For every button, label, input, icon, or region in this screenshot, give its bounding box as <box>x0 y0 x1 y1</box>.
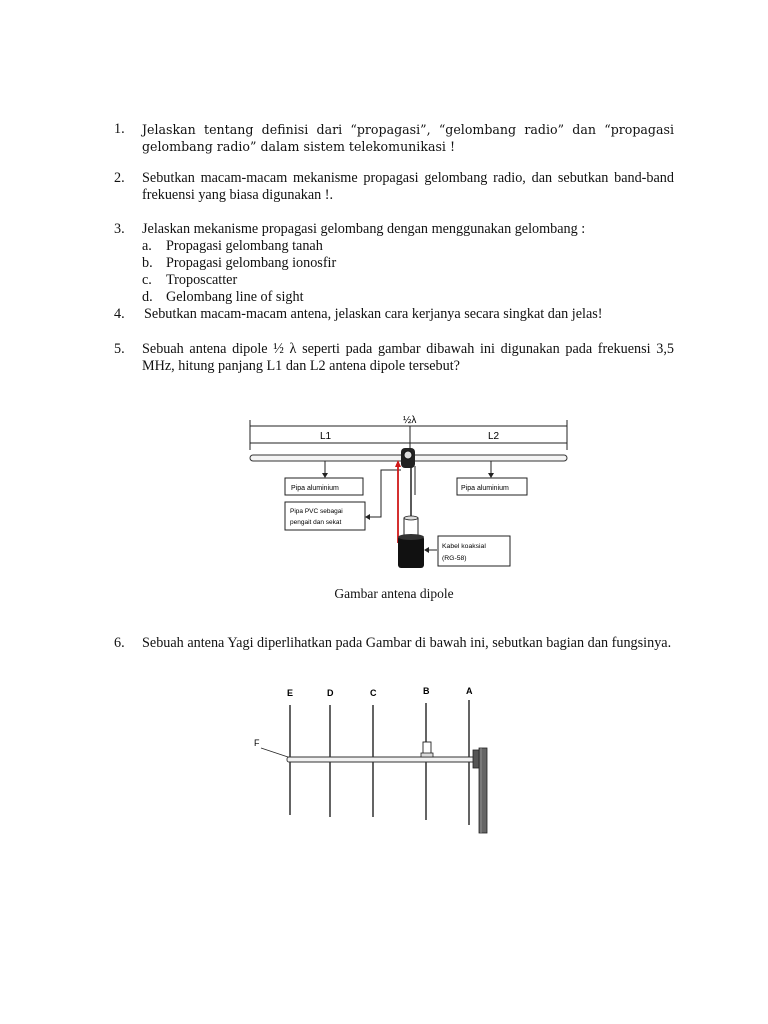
question-2 <box>114 170 674 204</box>
question-number: 1. <box>114 121 125 137</box>
driven-feed-box <box>423 742 431 754</box>
l1-label: L1 <box>320 431 332 442</box>
question-text: Sebutkan macam-macam mekanisme propagasi gelombang radio, dan sebutkan band-band frekuensi yang biasa digunakan !. <box>142 170 674 203</box>
figure-caption-text: Gambar antena dipole <box>334 586 454 601</box>
element-label-d: D <box>327 688 334 698</box>
list-item-letter: d. <box>142 289 153 305</box>
question-text: Sebuah antena dipole ½ λ seperti pada gambar dibawah ini digunakan pada frekuensi 3,5 MHz, hitung panjang L1 dan L2 antena dipole tersebut? <box>142 341 674 374</box>
element-label-e: E <box>287 688 294 698</box>
question-text: Sebutkan macam-macam antena, jelaskan cara kerjanya secara singkat dan jelas! <box>144 306 603 322</box>
question-6 <box>114 635 674 652</box>
element-label-b: B <box>423 686 430 696</box>
element-label-c: C <box>370 688 377 698</box>
kabel-koaksial-label-line2: (RG-58) <box>442 555 467 562</box>
list-item <box>142 255 662 272</box>
list-item-letter: a. <box>142 238 152 254</box>
yagi-antenna-figure <box>245 680 505 840</box>
half-lambda-label: ½λ <box>403 415 417 426</box>
boom <box>287 757 480 762</box>
question-number: 2. <box>114 170 125 186</box>
driven-feed-clamp <box>421 753 433 757</box>
question-number: 4. <box>114 306 125 322</box>
coax-connector-top <box>404 516 418 520</box>
pipa-aluminium-left-label: Pipa aluminium <box>291 485 339 492</box>
list-item <box>142 289 662 306</box>
l2-label: L2 <box>488 431 500 442</box>
list-item <box>142 272 662 289</box>
arrow-head <box>424 547 429 553</box>
question-text: Jelaskan tentang definisi dari “propagasi”, “gelombang radio” dan “propagasi gelombang radio” dalam sistem telekomunikasi ! <box>142 122 674 154</box>
question-number: 6. <box>114 635 125 651</box>
insulator-bolt <box>404 451 412 459</box>
question-number: 3. <box>114 221 125 237</box>
pvc-pointer-line <box>367 470 401 517</box>
arrow-head <box>488 473 494 478</box>
list-item-letter: b. <box>142 255 153 271</box>
question-number: 5. <box>114 341 125 357</box>
list-item-letter: c. <box>142 272 152 288</box>
element-label-f: F <box>254 738 260 748</box>
kabel-koaksial-label-line1: Kabel koaksial <box>442 543 486 550</box>
coax-connector <box>404 518 418 536</box>
list-item-text: Gelombang line of sight <box>166 289 304 305</box>
arrow-head <box>322 473 328 478</box>
question-5 <box>114 341 674 375</box>
pipa-pvc-label-line1: Pipa PVC sebagai <box>290 508 343 515</box>
boom-pointer-line <box>261 748 291 758</box>
pipa-pvc-label-line2: pengait dan sekat <box>290 519 342 526</box>
coax-cable-top <box>398 534 424 540</box>
dipole-figure-caption <box>0 585 768 602</box>
question-3 <box>114 221 674 238</box>
list-item <box>142 238 662 255</box>
list-item-text: Propagasi gelombang tanah <box>166 238 323 254</box>
question-text: Jelaskan mekanisme propagasi gelombang dengan menggunakan gelombang : <box>142 221 586 237</box>
pipa-aluminium-right-label: Pipa aluminium <box>461 485 509 492</box>
dipole-antenna-figure <box>245 410 575 580</box>
mast <box>479 748 487 833</box>
list-item-text: Propagasi gelombang ionosfir <box>166 255 337 271</box>
arrow-head <box>365 514 370 520</box>
coax-cable-body <box>398 536 424 568</box>
question-4 <box>114 306 674 323</box>
question-text: Sebuah antena Yagi diperlihatkan pada Gambar di bawah ini, sebutkan bagian dan fungsinya. <box>142 635 672 651</box>
list-item-text: Troposcatter <box>166 272 238 288</box>
question-1 <box>114 121 674 155</box>
element-label-a: A <box>466 686 473 696</box>
